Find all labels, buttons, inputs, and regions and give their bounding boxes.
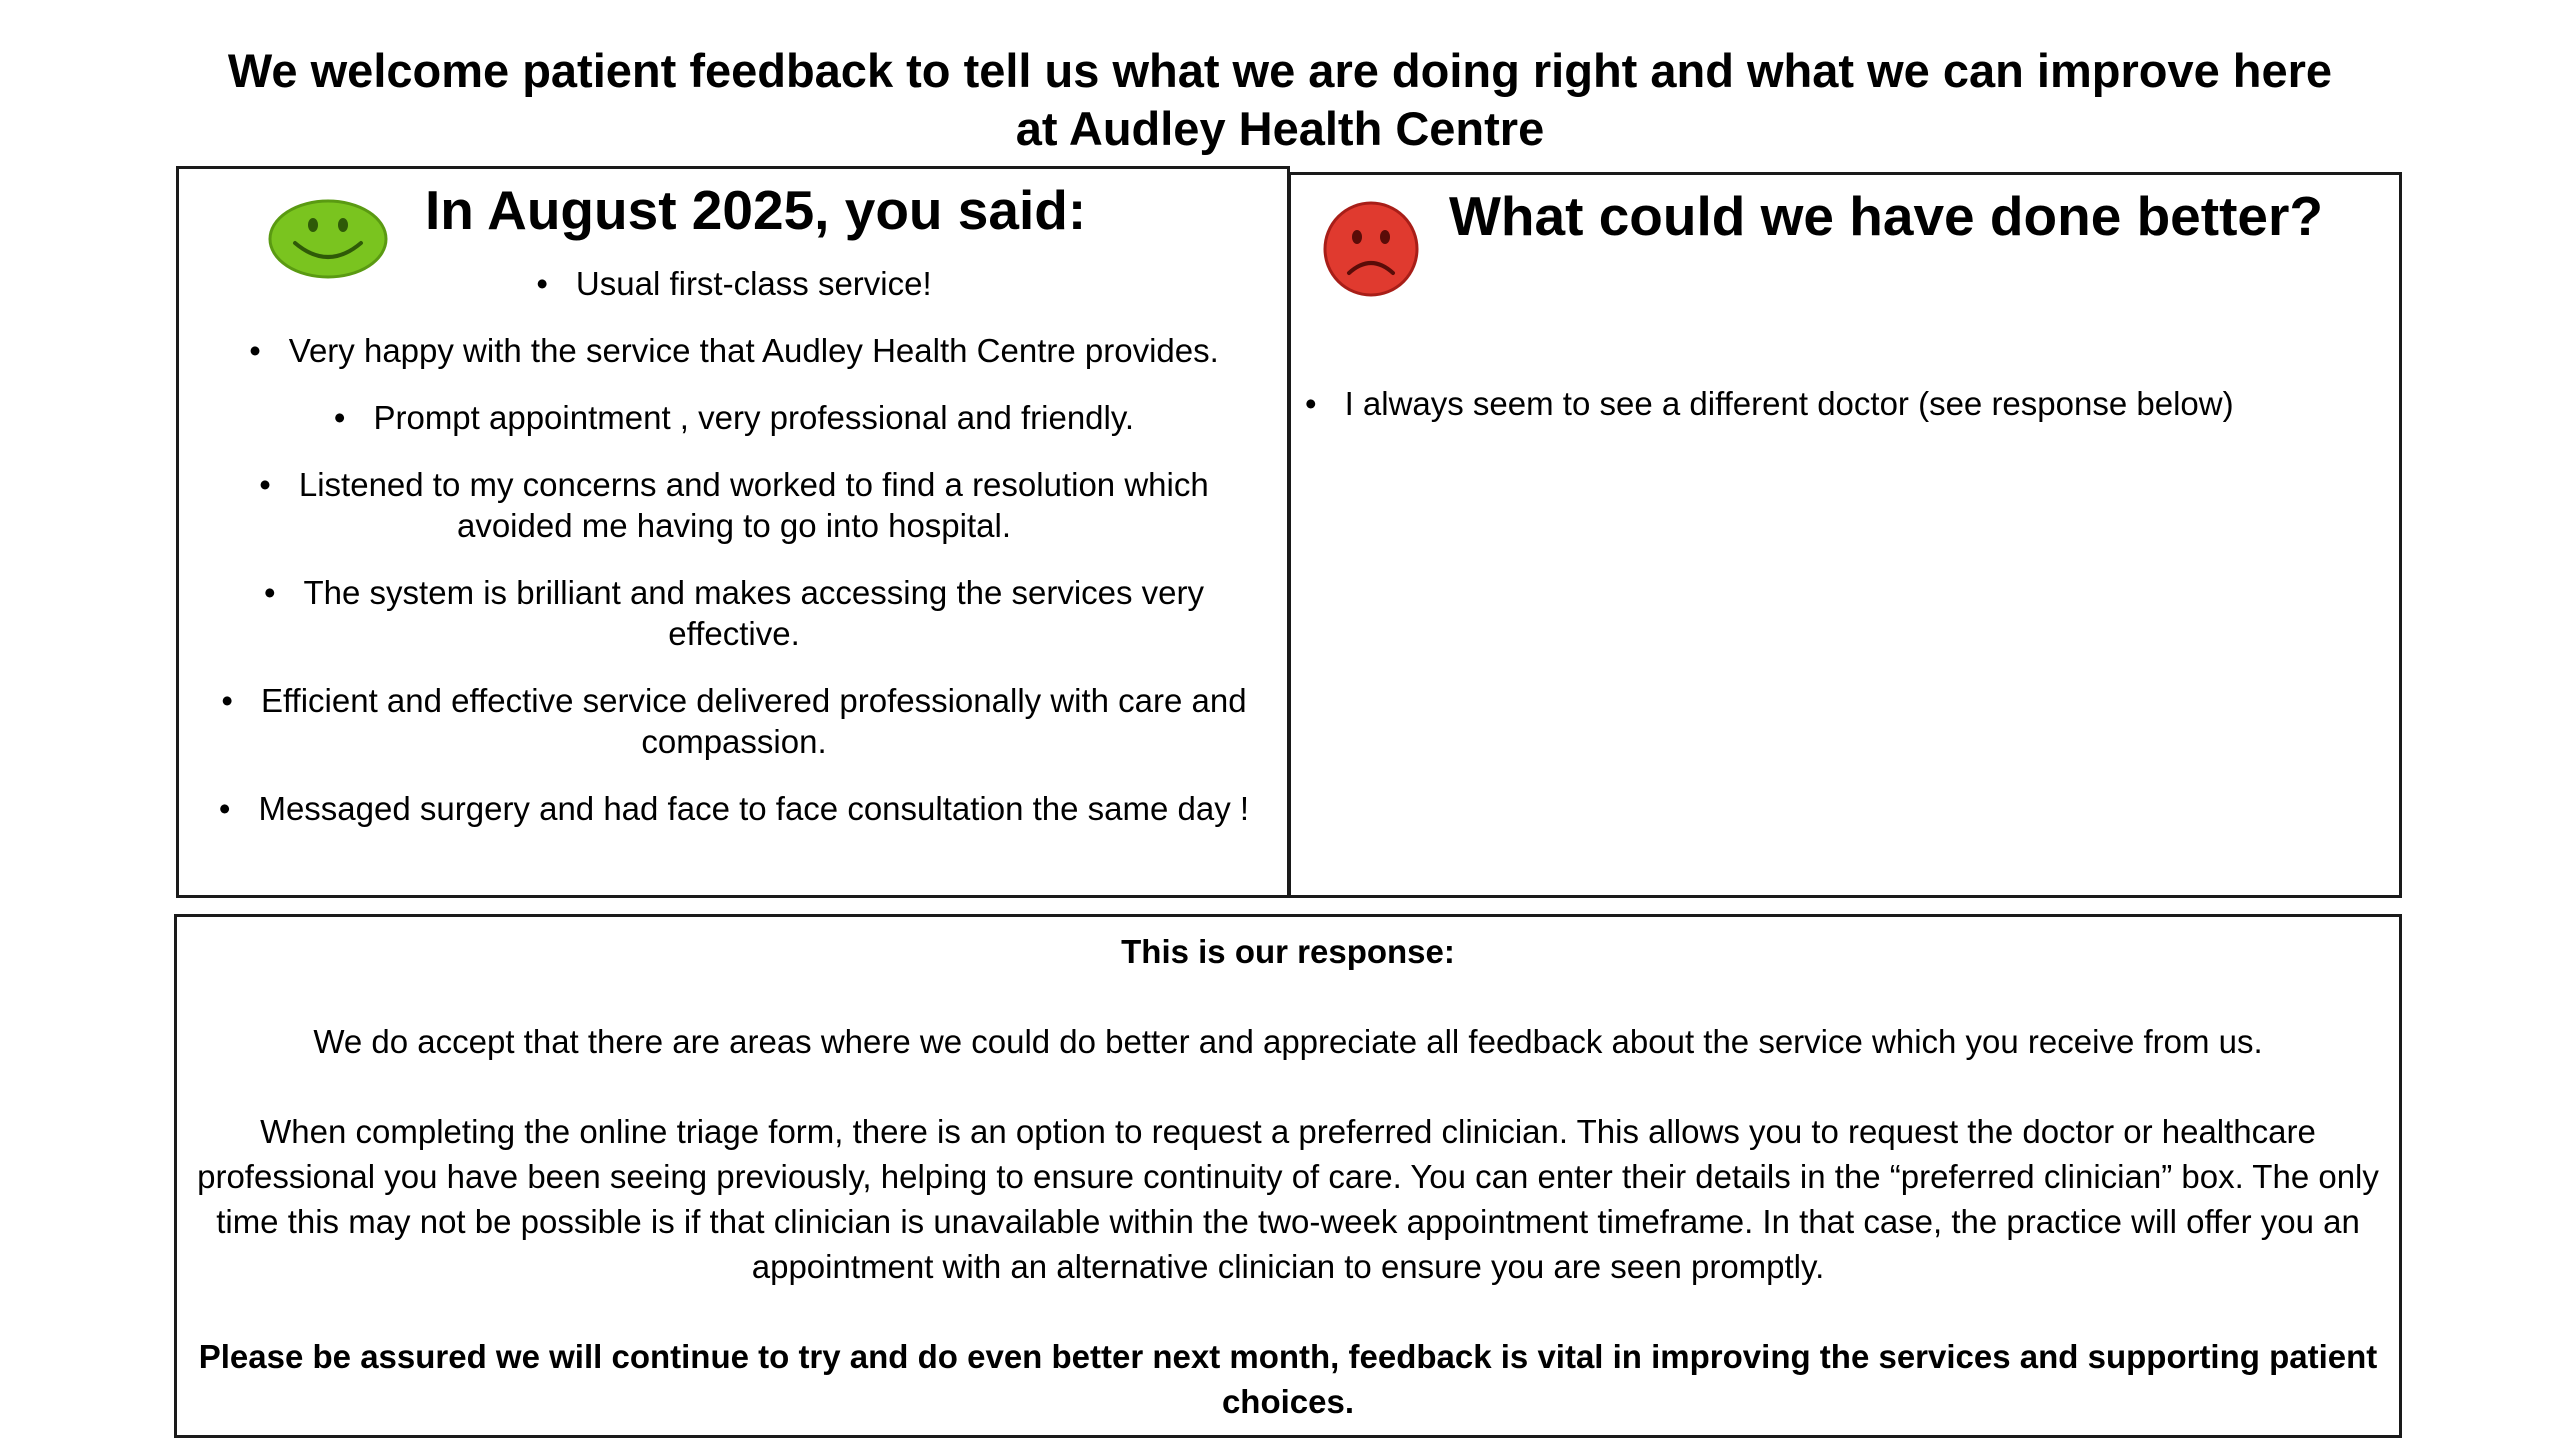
- response-title: This is our response:: [1121, 933, 1455, 970]
- list-item-text: Prompt appointment , very professional and friendly.: [373, 399, 1135, 436]
- bullet-icon: •: [259, 466, 271, 503]
- bullet-icon: •: [536, 265, 548, 302]
- bullet-icon: •: [1305, 385, 1317, 422]
- response-paragraph-1: We do accept that there are areas where we could do better and appreciate all feedback about the service which you receive from us.: [313, 1023, 2263, 1060]
- bullet-icon: •: [221, 682, 233, 719]
- bullet-icon: •: [249, 332, 261, 369]
- positive-panel-heading: In August 2025, you said:: [425, 179, 1087, 241]
- list-item: [209, 330, 1259, 371]
- response-closing: Please be assured we will continue to try and do even better next month, feedback is vital in improving the services and supporting patient choices.: [198, 1338, 2378, 1420]
- list-item: [209, 263, 1259, 304]
- page-title-line-1: We welcome patient feedback to tell us what we are doing right and what we can improve here: [227, 44, 2333, 97]
- list-item: [209, 788, 1259, 829]
- list-item-text: The system is brilliant and makes accessing the services very effective.: [303, 574, 1205, 652]
- list-item-text: Listened to my concerns and worked to find a resolution which avoided me having to go into hospital.: [298, 466, 1209, 544]
- sad-face-icon: [1319, 197, 1423, 301]
- response-panel: [174, 914, 2402, 1438]
- list-item-text: Messaged surgery and had face to face consultation the same day !: [258, 790, 1250, 827]
- list-item: [209, 397, 1259, 438]
- response-content: [189, 929, 2387, 1424]
- improvement-feedback-panel: [1288, 172, 2402, 898]
- bullet-icon: •: [218, 790, 231, 827]
- list-item-text: Very happy with the service that Audley Health Centre provides.: [288, 332, 1219, 369]
- list-item: [209, 572, 1259, 654]
- page-title: [150, 42, 2410, 158]
- positive-feedback-panel: [176, 166, 1290, 898]
- list-item: [209, 464, 1259, 546]
- list-item: [1305, 383, 2385, 424]
- list-item-text: Usual first-class service!: [575, 265, 932, 302]
- list-item-text: Efficient and effective service delivered professionally with care and compassion.: [260, 682, 1247, 760]
- positive-feedback-list: [209, 263, 1259, 855]
- list-item-text: I always seem to see a different doctor (see response below): [1344, 385, 2234, 422]
- improvement-panel-heading: What could we have done better?: [1449, 185, 2323, 247]
- bullet-icon: •: [263, 574, 276, 611]
- list-item: [209, 680, 1259, 762]
- response-paragraph-2: When completing the online triage form, there is an option to request a preferred clinician. This allows you to request the doctor or healthcare professional you have been seeing previously, helping to ensure continuity of care. You can enter their details in the “preferred clinician” box. The only time this may not be possible is if that clinician is unavailable within the two-week appointment timeframe. In that case, the practice will offer you an appointment with an alternative clinician to ensure you are seen promptly.: [197, 1113, 2379, 1285]
- bullet-icon: •: [333, 399, 346, 436]
- page-title-line-2: at Audley Health Centre: [1015, 102, 1545, 155]
- improvement-feedback-list: [1305, 383, 2385, 450]
